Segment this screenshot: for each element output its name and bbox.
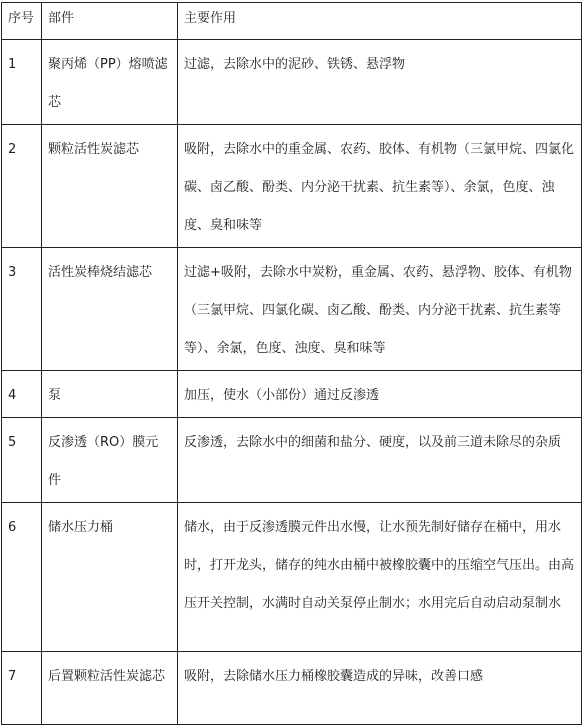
cell-part-text: 后置颗粒活性炭滤芯 bbox=[48, 669, 166, 684]
cell-no-text: 6 bbox=[8, 520, 17, 535]
cell-part bbox=[42, 125, 178, 248]
cell-no bbox=[2, 418, 42, 503]
table-header bbox=[2, 3, 582, 40]
cell-part-text: 反渗透（RO）膜元件 bbox=[48, 435, 159, 488]
table-body bbox=[2, 40, 582, 725]
cell-function-text: 反渗透，去除水中的细菌和盐分、硬度，以及前三道未除尽的杂质 bbox=[184, 435, 562, 450]
cell-part bbox=[42, 248, 178, 371]
cell-function bbox=[178, 40, 582, 125]
cell-no-text: 3 bbox=[8, 265, 17, 280]
table-row bbox=[2, 40, 582, 125]
cell-function bbox=[178, 248, 582, 371]
header-row bbox=[2, 3, 582, 40]
cell-no bbox=[2, 248, 42, 371]
cell-function bbox=[178, 125, 582, 248]
cell-function-text: 吸附，去除储水压力桶橡胶囊造成的异味，改善口感 bbox=[184, 669, 484, 684]
cell-function bbox=[178, 371, 582, 418]
cell-function-text: 过滤+吸附，去除水中炭粉，重金属、农药、悬浮物、胶体、有机物（三氯甲烷、四氯化碳、卤乙酸、酚类、内分泌干扰素、抗生素等等）、余氯，色度、浊度、臭和味等 bbox=[184, 265, 572, 356]
header-part: 部件 bbox=[42, 3, 178, 40]
cell-function-text: 加压，使水（小部份）通过反渗透 bbox=[184, 388, 380, 403]
cell-part bbox=[42, 503, 178, 652]
cell-part bbox=[42, 40, 178, 125]
table-row bbox=[2, 125, 582, 248]
cell-no-text: 5 bbox=[8, 435, 17, 450]
cell-no bbox=[2, 371, 42, 418]
cell-function-text: 吸附，去除水中的重金属、农药、胶体、有机物（三氯甲烷、四氯化碳、卤乙酸、酚类、内分泌干扰素、抗生素等）、余氯，色度、浊度、臭和味等 bbox=[184, 142, 575, 233]
table-row bbox=[2, 652, 582, 725]
components-table bbox=[1, 2, 582, 725]
cell-part-text: 聚丙烯（PP）熔喷滤芯 bbox=[48, 57, 168, 110]
header-function: 主要作用 bbox=[178, 3, 582, 40]
table-row bbox=[2, 248, 582, 371]
cell-function bbox=[178, 418, 582, 503]
cell-no-text: 4 bbox=[8, 388, 17, 403]
cell-no-text: 2 bbox=[8, 142, 17, 157]
cell-no bbox=[2, 652, 42, 725]
table-row bbox=[2, 371, 582, 418]
cell-part-text: 活性炭棒烧结滤芯 bbox=[48, 265, 153, 280]
cell-no bbox=[2, 125, 42, 248]
cell-no bbox=[2, 503, 42, 652]
cell-part-text: 储水压力桶 bbox=[48, 520, 114, 535]
cell-function-text: 过滤，去除水中的泥砂、铁锈、悬浮物 bbox=[184, 57, 406, 72]
cell-no-text: 7 bbox=[8, 669, 17, 684]
cell-no-text: 1 bbox=[8, 57, 17, 72]
table-row bbox=[2, 418, 582, 503]
cell-function-text: 储水，由于反渗透膜元件出水慢，让水预先制好储存在桶中，用水时，打开龙头，储存的纯水由桶中被橡胶囊中的压缩空气压出。由高压开关控制，水满时自动关泵停止制水；水用完后自动启动泵制水 bbox=[184, 520, 575, 611]
cell-part bbox=[42, 371, 178, 418]
cell-part-text: 泵 bbox=[48, 388, 62, 403]
cell-part-text: 颗粒活性炭滤芯 bbox=[48, 142, 140, 157]
cell-no bbox=[2, 40, 42, 125]
cell-function bbox=[178, 652, 582, 725]
cell-part bbox=[42, 418, 178, 503]
header-no: 序号 bbox=[2, 3, 42, 40]
cell-part bbox=[42, 652, 178, 725]
cell-function bbox=[178, 503, 582, 652]
table-row bbox=[2, 503, 582, 652]
